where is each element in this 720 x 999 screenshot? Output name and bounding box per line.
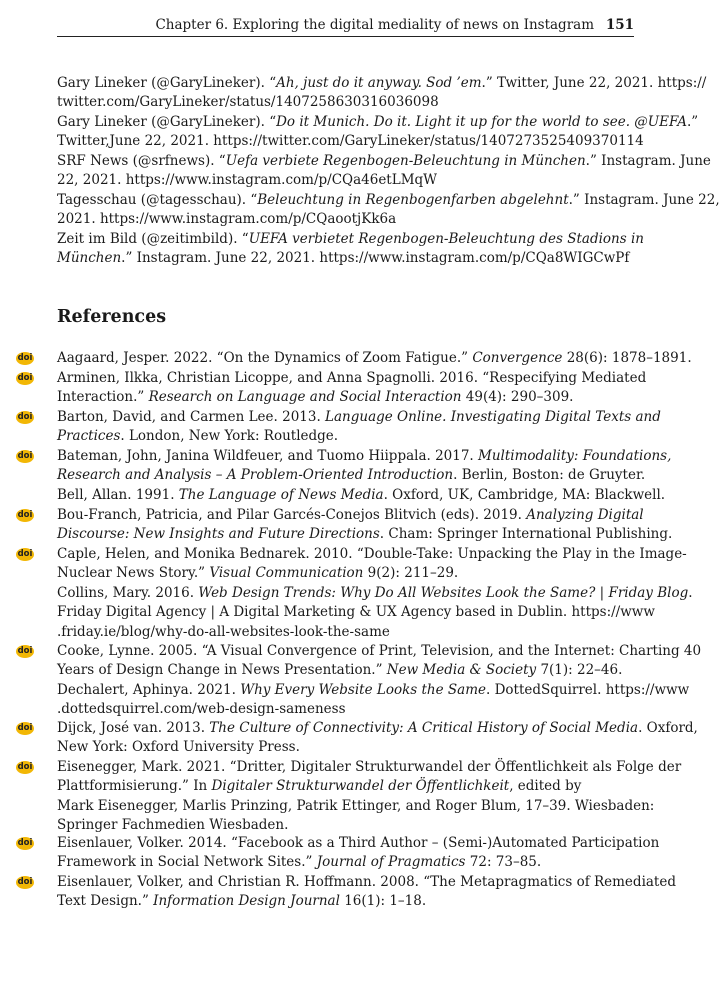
text-segment: Barton, David, and Carmen Lee. 2013. bbox=[57, 409, 326, 425]
entry-line bbox=[57, 210, 646, 229]
text-segment: , edited by bbox=[509, 778, 582, 795]
doi-link-icon[interactable]: doi bbox=[17, 510, 33, 520]
reference-entry bbox=[57, 506, 673, 545]
entry-line bbox=[57, 545, 687, 564]
text-segment: Plattformisierung.” In bbox=[57, 778, 212, 795]
reference-entry bbox=[57, 834, 660, 873]
italic-segment: Information Design Journal bbox=[153, 893, 340, 910]
text-segment: .” Instagram. June bbox=[585, 153, 711, 169]
text-segment: Zeit im Bild (@zeitimbild). “ bbox=[57, 231, 249, 247]
entry-line bbox=[57, 681, 690, 700]
reference-entry bbox=[57, 447, 672, 486]
text-segment: . Berlin, Boston: de Gruyter. bbox=[453, 467, 646, 484]
reference-entry bbox=[57, 349, 692, 368]
doi-link-icon[interactable]: doi bbox=[17, 451, 33, 461]
doi-link-icon[interactable]: doi bbox=[17, 838, 33, 848]
text-segment: . London, New York: Routledge. bbox=[120, 428, 339, 445]
text-segment: Twitter,June 22, 2021. https://twitter.com/GaryLineker/status/1407273525409370114 bbox=[57, 133, 644, 150]
text-segment: 72: 73–85. bbox=[465, 854, 542, 871]
entry-line bbox=[57, 466, 646, 485]
entry-line bbox=[57, 447, 672, 466]
text-segment: Friday Digital Agency | A Digital Marketing & UX Agency based in Dublin. https://www bbox=[57, 604, 655, 621]
entry-line bbox=[57, 892, 646, 911]
source-entry bbox=[57, 113, 699, 152]
italic-segment: Web Design Trends: Why Do All Websites Look the Same? | Friday Blog bbox=[198, 585, 689, 601]
text-segment: 7(1): 22–46. bbox=[536, 662, 623, 679]
running-title: Chapter 6. Exploring the digital mediality of news on Instagram bbox=[155, 17, 594, 33]
doi-link-icon[interactable]: doi bbox=[17, 353, 33, 363]
text-segment: Bou-Franch, Patricia, and Pilar Garcés-Conejos Blitvich (eds). 2019. bbox=[57, 507, 527, 523]
entry-line bbox=[57, 249, 646, 268]
text-segment: Years of Design Change in News Presentation.” bbox=[57, 662, 387, 679]
text-segment: Framework in Social Network Sites.” bbox=[57, 854, 317, 871]
entry-line bbox=[57, 132, 646, 151]
entry-line bbox=[57, 93, 646, 112]
text-segment: Interaction.” bbox=[57, 389, 149, 406]
italic-segment: Visual Communication bbox=[209, 565, 364, 582]
reference-entry bbox=[57, 408, 661, 447]
text-segment: Cooke, Lynne. 2005. “A Visual Convergence of Print, Television, and the Internet: Charting 40 bbox=[57, 643, 702, 659]
text-segment: Arminen, Ilkka, Christian Licoppe, and Anna Spagnolli. 2016. “Respecifying Mediated bbox=[57, 370, 647, 386]
text-segment: . bbox=[688, 585, 693, 601]
source-entry bbox=[57, 191, 720, 230]
doi-link-icon[interactable]: doi bbox=[17, 412, 33, 422]
entry-line bbox=[57, 642, 702, 661]
reference-entry bbox=[57, 681, 690, 720]
entry-line bbox=[57, 564, 646, 583]
doi-link-icon[interactable]: doi bbox=[17, 646, 33, 656]
italic-segment: Uefa verbiete Regenbogen-Beleuchtung in München bbox=[225, 153, 586, 169]
text-segment: Bell, Allan. 1991. bbox=[57, 487, 179, 503]
doi-link-icon[interactable]: doi bbox=[17, 762, 33, 772]
italic-segment: Beleuchtung in Regenbogenfarben abgelehnt bbox=[257, 192, 569, 208]
references-heading: References bbox=[57, 307, 167, 327]
text-segment: Eisenegger, Mark. 2021. “Dritter, Digitaler Strukturwandel der Öffentlichkeit als Folge der bbox=[57, 759, 682, 775]
entry-line bbox=[57, 603, 655, 622]
italic-segment: Journal of Pragmatics bbox=[316, 854, 466, 871]
italic-segment: Multimodality: Foundations, bbox=[478, 448, 672, 464]
page-number: 151 bbox=[605, 17, 634, 33]
entry-line bbox=[57, 797, 655, 816]
entry-line bbox=[57, 74, 707, 93]
entry-line bbox=[57, 738, 646, 757]
entry-line bbox=[57, 427, 646, 446]
reference-entry bbox=[57, 642, 702, 681]
running-header bbox=[57, 14, 634, 37]
text-segment: Gary Lineker (@GaryLineker). “ bbox=[57, 75, 277, 91]
entry-line bbox=[57, 758, 682, 777]
italic-segment: Discourse: New Insights and Future Directions bbox=[57, 526, 380, 543]
text-segment: 22, 2021. https://www.instagram.com/p/CQa46etLMqW bbox=[57, 172, 438, 189]
text-segment: Dijck, José van. 2013. bbox=[57, 720, 210, 736]
text-segment: Aagaard, Jesper. 2022. “On the Dynamics of Zoom Fatigue.” bbox=[57, 350, 473, 366]
reference-entry bbox=[57, 369, 646, 408]
italic-segment: The Language of News Media bbox=[178, 487, 384, 503]
doi-link-icon[interactable]: doi bbox=[17, 373, 33, 383]
text-segment: . Oxford, UK, Cambridge, MA: Blackwell. bbox=[383, 487, 666, 503]
text-segment: 16(1): 1–18. bbox=[339, 893, 427, 910]
entry-line bbox=[57, 388, 646, 407]
text-segment: Springer Fachmedien Wiesbaden. bbox=[57, 817, 289, 834]
italic-segment: Research and Analysis – A Problem-Oriented Introduction bbox=[57, 467, 454, 484]
italic-segment: München bbox=[57, 250, 122, 267]
doi-link-icon[interactable]: doi bbox=[17, 877, 33, 887]
text-segment: .” Instagram. June 22, bbox=[568, 192, 720, 208]
italic-segment: Why Every Website Looks the Same bbox=[240, 682, 486, 698]
text-segment: SRF News (@srfnews). “ bbox=[57, 153, 226, 169]
text-segment: .” bbox=[686, 114, 699, 130]
source-entry bbox=[57, 230, 646, 269]
italic-segment: UEFA verbietet Regenbogen-Beleuchtung des Stadions in bbox=[248, 231, 644, 247]
entry-line bbox=[57, 113, 699, 132]
entry-line bbox=[57, 873, 676, 892]
doi-link-icon[interactable]: doi bbox=[17, 549, 33, 559]
italic-segment: New Media & Society bbox=[386, 662, 537, 679]
entry-line bbox=[57, 506, 646, 525]
entry-line bbox=[57, 584, 693, 603]
italic-segment: Do it Munich. Do it. Light it up for the world to see. @UEFA bbox=[276, 114, 687, 130]
entry-line bbox=[57, 486, 666, 505]
text-segment: .dottedsquirrel.com/web-design-sameness bbox=[57, 701, 346, 718]
text-segment: 28(6): 1878–1891. bbox=[562, 350, 692, 366]
entry-line bbox=[57, 777, 646, 796]
entry-line bbox=[57, 230, 646, 249]
entry-line bbox=[57, 349, 692, 368]
text-segment: Bateman, John, Janina Wildfeuer, and Tuomo Hiippala. 2017. bbox=[57, 448, 479, 464]
entry-line bbox=[57, 816, 646, 835]
text-segment: Eisenlauer, Volker. 2014. “Facebook as a Third Author – (Semi-)Automated Participation bbox=[57, 835, 660, 851]
text-segment: .” Twitter, June 22, 2021. https:// bbox=[481, 75, 707, 91]
text-segment: Mark Eisenegger, Marlis Prinzing, Patrik Ettinger, and Roger Blum, 17–39. Wiesbaden: bbox=[57, 797, 655, 814]
text-segment: Collins, Mary. 2016. bbox=[57, 585, 199, 601]
source-entry bbox=[57, 152, 711, 191]
reference-entry bbox=[57, 545, 687, 584]
text-segment: . DottedSquirrel. https://www bbox=[485, 682, 690, 698]
text-segment: Text Design.” bbox=[57, 893, 154, 910]
text-segment: twitter.com/GaryLineker/status/1407258630316036098 bbox=[57, 94, 439, 111]
entry-line bbox=[57, 408, 661, 427]
text-segment: .friday.ie/blog/why-do-all-websites-look-the-same bbox=[57, 623, 390, 640]
entry-line bbox=[57, 152, 711, 171]
reference-entry bbox=[57, 873, 676, 912]
reference-entry bbox=[57, 758, 682, 836]
text-segment: .” Instagram. June 22, 2021. https://www.instagram.com/p/CQa8WIGCwPf bbox=[121, 250, 630, 267]
italic-segment: Language Online. Investigating Digital Texts and bbox=[325, 409, 661, 425]
entry-line bbox=[57, 719, 698, 738]
entry-line bbox=[57, 369, 647, 388]
reference-entry bbox=[57, 719, 698, 758]
text-segment: Caple, Helen, and Monika Bednarek. 2010. “Double-Take: Unpacking the Play in the Image- bbox=[57, 546, 687, 562]
text-segment: Dechalert, Aphinya. 2021. bbox=[57, 682, 241, 698]
text-segment: . Cham: Springer International Publishing. bbox=[379, 526, 673, 543]
text-segment: . Oxford, bbox=[638, 720, 698, 736]
text-segment: Tagesschau (@tagesschau). “ bbox=[57, 192, 258, 208]
reference-entry bbox=[57, 486, 666, 505]
italic-segment: Practices bbox=[57, 428, 121, 445]
entry-line bbox=[57, 525, 673, 544]
text-segment: Nuclear News Story.” bbox=[57, 565, 210, 582]
entry-line bbox=[57, 171, 646, 190]
entry-line bbox=[57, 853, 646, 872]
entry-line bbox=[57, 700, 646, 719]
entry-line bbox=[57, 834, 660, 853]
italic-segment: Convergence bbox=[472, 350, 563, 366]
entry-line bbox=[57, 661, 646, 680]
reference-entry bbox=[57, 584, 693, 642]
text-segment: Gary Lineker (@GaryLineker). “ bbox=[57, 114, 277, 130]
entry-line bbox=[57, 623, 646, 642]
text-segment: Eisenlauer, Volker, and Christian R. Hoffmann. 2008. “The Metapragmatics of Remediated bbox=[57, 874, 676, 890]
italic-segment: Analyzing Digital bbox=[526, 507, 644, 523]
italic-segment: Ah, just do it anyway. Sod ’em bbox=[276, 75, 482, 91]
text-segment: New York: Oxford University Press. bbox=[57, 739, 300, 756]
text-segment: 2021. https://www.instagram.com/p/CQaootjKk6a bbox=[57, 211, 397, 228]
italic-segment: Research on Language and Social Interaction bbox=[148, 389, 462, 406]
italic-segment: The Culture of Connectivity: A Critical History of Social Media bbox=[209, 720, 639, 736]
italic-segment: Digitaler Strukturwandel der Öffentlichkeit bbox=[211, 778, 510, 795]
text-segment: 9(2): 211–29. bbox=[363, 565, 459, 582]
source-entry bbox=[57, 74, 707, 113]
doi-link-icon[interactable]: doi bbox=[17, 723, 33, 733]
entry-line bbox=[57, 191, 720, 210]
text-segment: 49(4): 290–309. bbox=[461, 389, 574, 406]
